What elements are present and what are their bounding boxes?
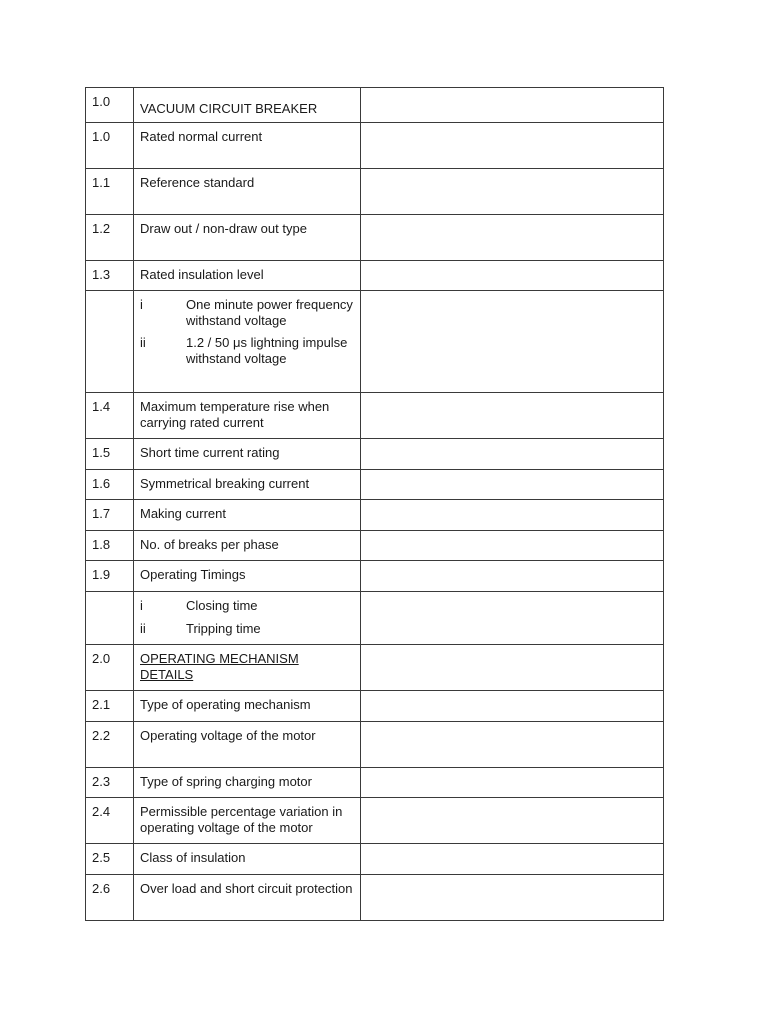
item-description-cell [134, 768, 361, 798]
item-description-cell [134, 123, 361, 169]
item-number-cell [86, 875, 134, 921]
table-row [86, 123, 664, 169]
table-row [86, 531, 664, 561]
item-number-cell [86, 123, 134, 169]
item-description-cell [134, 439, 361, 470]
item-number: 1.5 [92, 445, 111, 460]
item-number-cell [86, 645, 134, 691]
value-cell[interactable] [361, 875, 664, 921]
item-description-cell [134, 722, 361, 768]
item-number-cell [86, 691, 134, 722]
item-number: 2.3 [92, 774, 111, 789]
item-description: Permissible percentage variation in operating voltage of the motor [140, 804, 343, 835]
section-heading: VACUUM CIRCUIT BREAKER [140, 101, 318, 116]
value-cell[interactable] [361, 768, 664, 798]
item-number-cell [86, 291, 134, 393]
item-number: 2.1 [92, 697, 111, 712]
item-number: 1.4 [92, 399, 111, 414]
item-description: Type of operating mechanism [140, 697, 311, 712]
item-description: Making current [140, 506, 226, 521]
value-cell[interactable] [361, 844, 664, 875]
value-cell[interactable] [361, 722, 664, 768]
value-cell[interactable] [361, 592, 664, 645]
item-number: 1.9 [92, 567, 111, 582]
item-number-cell [86, 798, 134, 844]
value-cell[interactable] [361, 798, 664, 844]
item-description-cell [134, 844, 361, 875]
table-row [86, 561, 664, 592]
section-heading: OPERATING MECHANISM DETAILS [140, 651, 299, 682]
item-number-cell [86, 169, 134, 215]
specification-table [85, 87, 664, 921]
item-description-cell [134, 561, 361, 592]
sub-item-number: i [140, 297, 143, 312]
item-number-cell [86, 215, 134, 261]
item-description-cell [134, 88, 361, 123]
item-number-cell [86, 261, 134, 291]
table-row [86, 439, 664, 470]
value-cell[interactable] [361, 169, 664, 215]
table-row [86, 798, 664, 844]
sub-item [140, 297, 354, 328]
sub-item-number: i [140, 598, 143, 613]
table-row [86, 875, 664, 921]
table-row [86, 691, 664, 722]
sub-item-number: ii [140, 335, 146, 350]
item-number: 2.5 [92, 850, 111, 865]
table-row [86, 88, 664, 123]
item-description-cell [134, 291, 361, 393]
item-description-cell [134, 798, 361, 844]
item-description-cell [134, 531, 361, 561]
sub-item-description: One minute power frequency withstand voltage [186, 297, 353, 328]
item-number-cell [86, 768, 134, 798]
item-number: 2.0 [92, 651, 111, 666]
item-number-cell [86, 500, 134, 531]
item-number: 1.0 [92, 94, 111, 109]
item-description: Short time current rating [140, 445, 280, 460]
item-description-cell [134, 691, 361, 722]
value-cell[interactable] [361, 500, 664, 531]
table-row [86, 393, 664, 439]
value-cell[interactable] [361, 393, 664, 439]
item-number: 1.7 [92, 506, 111, 521]
item-description: Class of insulation [140, 850, 246, 865]
value-cell[interactable] [361, 215, 664, 261]
table-row [86, 215, 664, 261]
sub-item [140, 335, 354, 366]
value-cell[interactable] [361, 691, 664, 722]
table-row [86, 261, 664, 291]
value-cell[interactable] [361, 291, 664, 393]
table-row [86, 592, 664, 645]
table-row [86, 768, 664, 798]
value-cell[interactable] [361, 123, 664, 169]
item-description-cell [134, 169, 361, 215]
sub-item-description: 1.2 / 50 μs lightning impulse withstand voltage [186, 335, 348, 366]
item-description: Draw out / non-draw out type [140, 221, 307, 236]
item-description-cell [134, 592, 361, 645]
table-row [86, 500, 664, 531]
item-number-cell [86, 88, 134, 123]
item-description: Type of spring charging motor [140, 774, 312, 789]
item-description: Over load and short circuit protection [140, 881, 353, 896]
item-number: 1.8 [92, 537, 111, 552]
item-number: 2.6 [92, 881, 111, 896]
sub-item-description: Closing time [186, 598, 258, 613]
item-description: Reference standard [140, 175, 255, 190]
item-number: 2.4 [92, 804, 111, 819]
value-cell[interactable] [361, 531, 664, 561]
table-row [86, 844, 664, 875]
sub-item-description: Tripping time [186, 620, 261, 636]
item-number: 1.3 [92, 267, 111, 282]
sub-item [140, 621, 354, 637]
item-number-cell [86, 439, 134, 470]
item-number: 1.1 [92, 175, 111, 190]
table-row [86, 169, 664, 215]
item-number: 1.6 [92, 476, 111, 491]
item-description-cell [134, 261, 361, 291]
sub-item-number: ii [140, 620, 146, 636]
item-number-cell [86, 470, 134, 500]
item-description-cell [134, 470, 361, 500]
item-description: Operating Timings [140, 567, 246, 582]
item-description: Operating voltage of the motor [140, 728, 316, 743]
value-cell[interactable] [361, 261, 664, 291]
value-cell[interactable] [361, 645, 664, 691]
item-description-cell [134, 645, 361, 691]
value-cell[interactable] [361, 470, 664, 500]
item-description-cell [134, 500, 361, 531]
item-number: 1.2 [92, 221, 111, 236]
item-description: Symmetrical breaking current [140, 476, 310, 491]
item-description-cell [134, 215, 361, 261]
item-description: Rated insulation level [140, 267, 264, 282]
item-number: 2.2 [92, 728, 111, 743]
item-number-cell [86, 844, 134, 875]
item-description: Rated normal current [140, 129, 263, 144]
table-row [86, 291, 664, 393]
item-description: Maximum temperature rise when carrying rated current [140, 399, 330, 430]
item-number: 1.0 [92, 129, 111, 144]
item-number-cell [86, 561, 134, 592]
value-cell[interactable] [361, 88, 664, 123]
table-row [86, 722, 664, 768]
value-cell[interactable] [361, 561, 664, 592]
item-number-cell [86, 722, 134, 768]
sub-item [140, 598, 354, 614]
item-description-cell [134, 875, 361, 921]
item-number-cell [86, 592, 134, 645]
table-row [86, 645, 664, 691]
table-row [86, 470, 664, 500]
item-description-cell [134, 393, 361, 439]
item-number-cell [86, 531, 134, 561]
item-number-cell [86, 393, 134, 439]
value-cell[interactable] [361, 439, 664, 470]
item-description: No. of breaks per phase [140, 537, 279, 552]
